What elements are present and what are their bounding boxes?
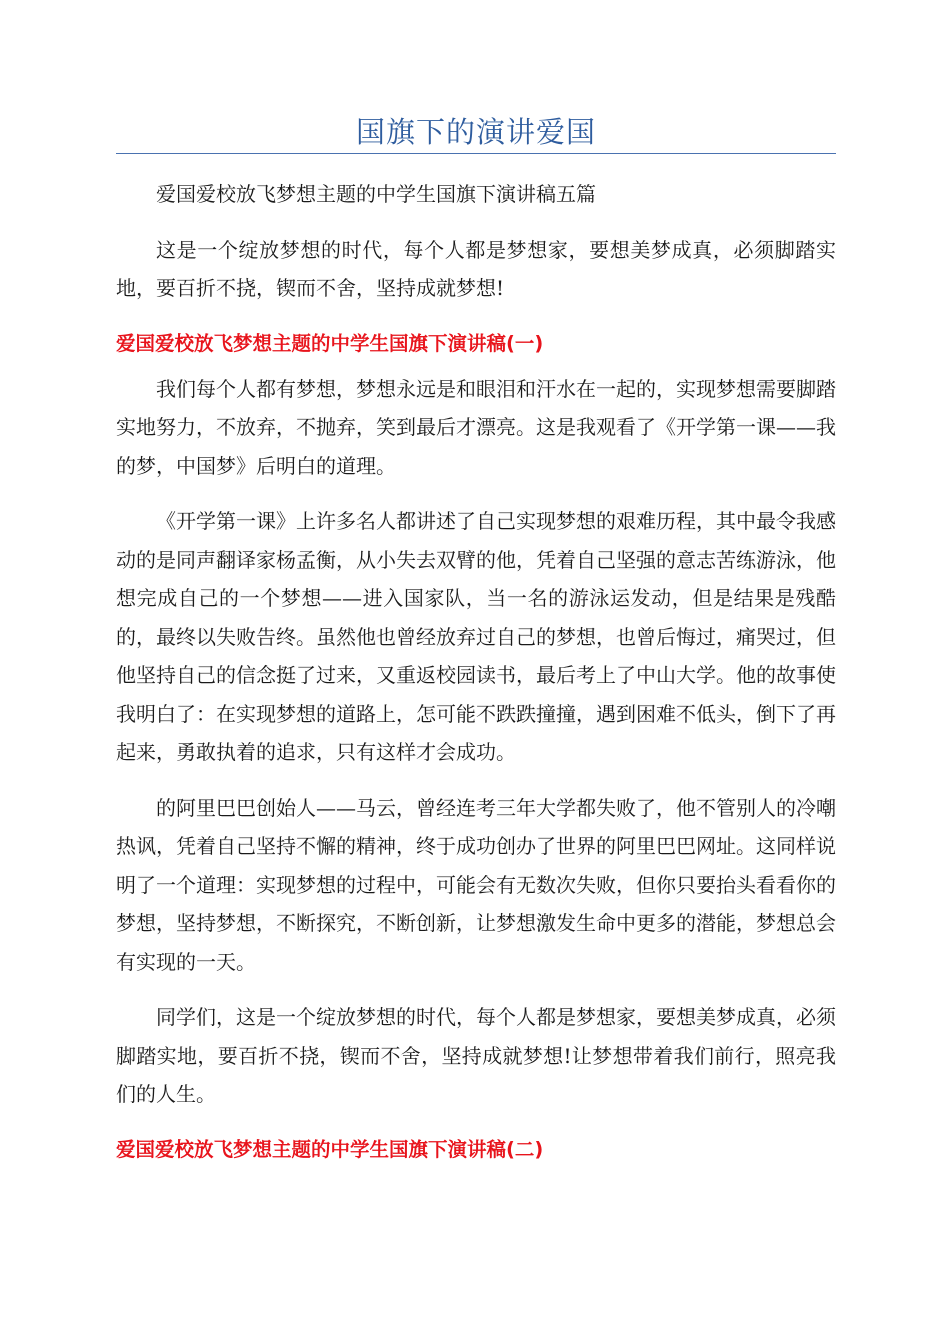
section1-paragraph-2: 《开学第一课》上许多名人都讲述了自己实现梦想的艰难历程，其中最令我感动的是同声翻译家杨孟衡，从小失去双臂的他，凭着自己坚强的意志苦练游泳，他想完成自己的一个梦想——进入国家队，当一名的游泳运发动，但是结果是残酷的，最终以失败告终。虽然他也曾经放弃过自己的梦想，也曾后悔过，痛哭过，但他坚持自己的信念挺了过来，又重返校园读书，最后考上了中山大学。他的故事使我明白了：在实现梦想的道路上，怎可能不跌跌撞撞，遇到困难不低头，倒下了再起来，勇敢执着的追求，只有这样才会成功。 bbox=[116, 509, 836, 764]
section-heading-1: 爱国爱校放飞梦想主题的中学生国旗下演讲稿(一) bbox=[116, 331, 544, 355]
section-heading-2: 爱国爱校放飞梦想主题的中学生国旗下演讲稿(二) bbox=[116, 1137, 544, 1161]
document-subtitle: 爱国爱校放飞梦想主题的中学生国旗下演讲稿五篇 bbox=[156, 182, 596, 206]
section1-paragraph-1: 我们每个人都有梦想，梦想永远是和眼泪和汗水在一起的，实现梦想需要脚踏实地努力，不放弃，不抛弃，笑到最后才漂亮。这是我观看了《开学第一课——我的梦，中国梦》后明白的道理。 bbox=[116, 376, 836, 478]
title-underline bbox=[116, 153, 836, 154]
document-body bbox=[116, 175, 836, 1176]
section1-paragraph-4: 同学们，这是一个绽放梦想的时代，每个人都是梦想家，要想美梦成真，必须脚踏实地，要百折不挠，锲而不舍，坚持成就梦想!让梦想带着我们前行，照亮我们的人生。 bbox=[116, 1005, 836, 1106]
section1-paragraph-3: 的阿里巴巴创始人——马云，曾经连考三年大学都失败了，他不管别人的冷嘲热讽，凭着自己坚持不懈的精神，终于成功创办了世界的阿里巴巴网址。这同样说明了一个道理：实现梦想的过程中，可能会有无数次失败，但你只要抬头看看你的梦想，坚持梦想，不断探究，不断创新，让梦想激发生命中更多的潜能，梦想总会有实现的一天。 bbox=[116, 795, 836, 974]
intro-paragraph: 这是一个绽放梦想的时代，每个人都是梦想家，要想美梦成真，必须脚踏实地，要百折不挠，锲而不舍，坚持成就梦想! bbox=[116, 237, 836, 300]
document-title: 国旗下的演讲爱国 bbox=[355, 115, 596, 149]
